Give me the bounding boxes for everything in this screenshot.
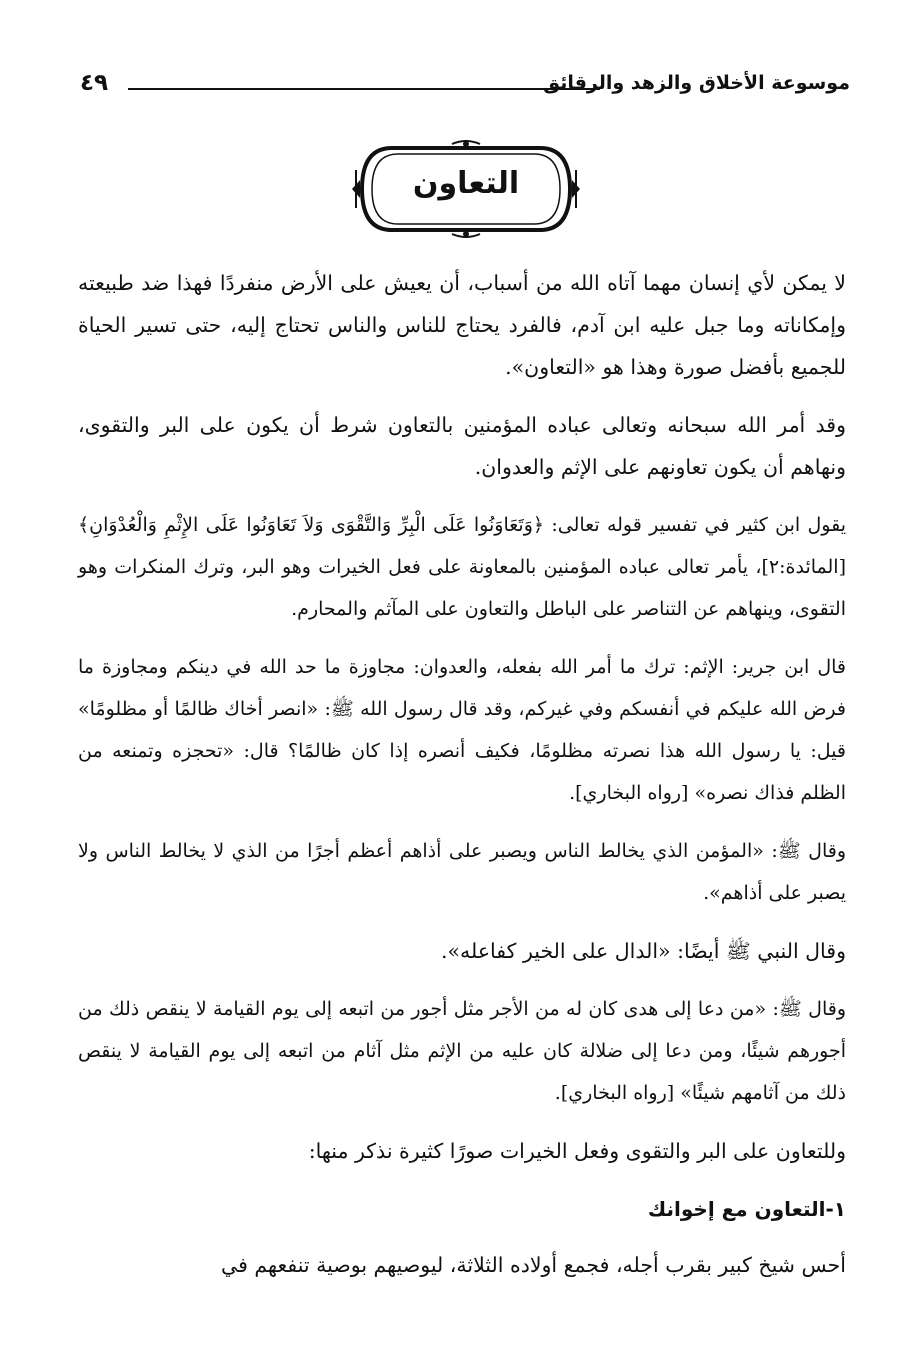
paragraph-intro: لا يمكن لأي إنسان مهما آتاه الله من أسباب، أن يعيش على الأرض منفردًا فهذا ضد طبيعته وإمكاناته وما جبل عليه ابن آدم، فالفرد يحتاج للناس والناس تحتاج إليه، حتى تسير الحياة للجميع بأفضل صورة وهذا هو «التعاون». xyxy=(78,271,846,379)
paragraph-ibn-kathir: يقول ابن كثير في تفسير قوله تعالى: ﴿وَتَعَاوَنُوا عَلَى الْبِرِّ وَالتَّقْوَى وَلاَ تَعَاوَنُوا عَلَى الإِثْمِ وَالْعُدْوَانِ﴾ [المائدة:٢]، يأمر تعالى عباده المؤمنين بالمعاونة على فعل الخيرات وهو البر، وترك المنكرات وهو التقوى، وينهاهم عن التناصر على الباطل والتعاون على المآثم والمحارم. xyxy=(78,514,846,620)
running-header xyxy=(80,72,850,104)
body-text xyxy=(78,262,846,1302)
header-rule xyxy=(128,88,600,90)
page-number: ٤٩ xyxy=(80,70,109,96)
paragraph-command: وقد أمر الله سبحانه وتعالى عباده المؤمنين بالتعاون شرط أن يكون على البر والتقوى، ونهاهم أن يكون تعاونهم على الإثم والعدوان. xyxy=(78,413,846,479)
paragraph-story: أحس شيخ كبير بقرب أجله، فجمع أولاده الثلاثة، ليوصيهم بوصية تنفعهم في xyxy=(220,1253,846,1277)
paragraph-hadith-guide: وقال النبي ﷺ أيضًا: «الدال على الخير كفاعله». xyxy=(440,939,846,963)
paragraph-ibn-jarir: قال ابن جرير: الإثم: ترك ما أمر الله بفعله، والعدوان: مجاوزة ما حد الله في دينكم ومجاوزة ما فرض الله عليكم في أنفسكم وفي غيركم، وقد قال رسول الله ﷺ: «انصر أخاك ظالمًا أو مظلومًا» قيل: يا رسول الله هذا نصرته مظلومًا، فكيف أنصره إذا كان ظالمًا؟ قال: «تحجزه وتمنعه من الظلم فذاك نصره» [رواه البخاري]. xyxy=(78,656,846,804)
paragraph-hadith-call: وقال ﷺ: «من دعا إلى هدى كان له من الأجر مثل أجور من اتبعه إلى يوم القيامة لا ينقص ذلك من أجورهم شيئًا، ومن دعا إلى ضلالة كان عليه من الإثم مثل آثام من اتبعه إلى يوم القيامة لا ينقص ذلك من آثامهم شيئًا» [رواه البخاري]. xyxy=(78,998,846,1104)
paragraph-hadith-mingle: وقال ﷺ: «المؤمن الذي يخالط الناس ويصبر على أذاهم أعظم أجرًا من الذي لا يخالط الناس ولا يصبر على أذاهم». xyxy=(78,840,846,904)
section-heading: ١-التعاون مع إخوانك xyxy=(647,1197,846,1221)
title-frame xyxy=(352,140,580,238)
book-title: موسوعة الأخلاق والزهد والرقائق xyxy=(543,72,850,94)
chapter-title: التعاون xyxy=(412,166,520,201)
paragraph-forms: وللتعاون على البر والتقوى وفعل الخيرات صورًا كثيرة نذكر منها: xyxy=(308,1139,846,1163)
